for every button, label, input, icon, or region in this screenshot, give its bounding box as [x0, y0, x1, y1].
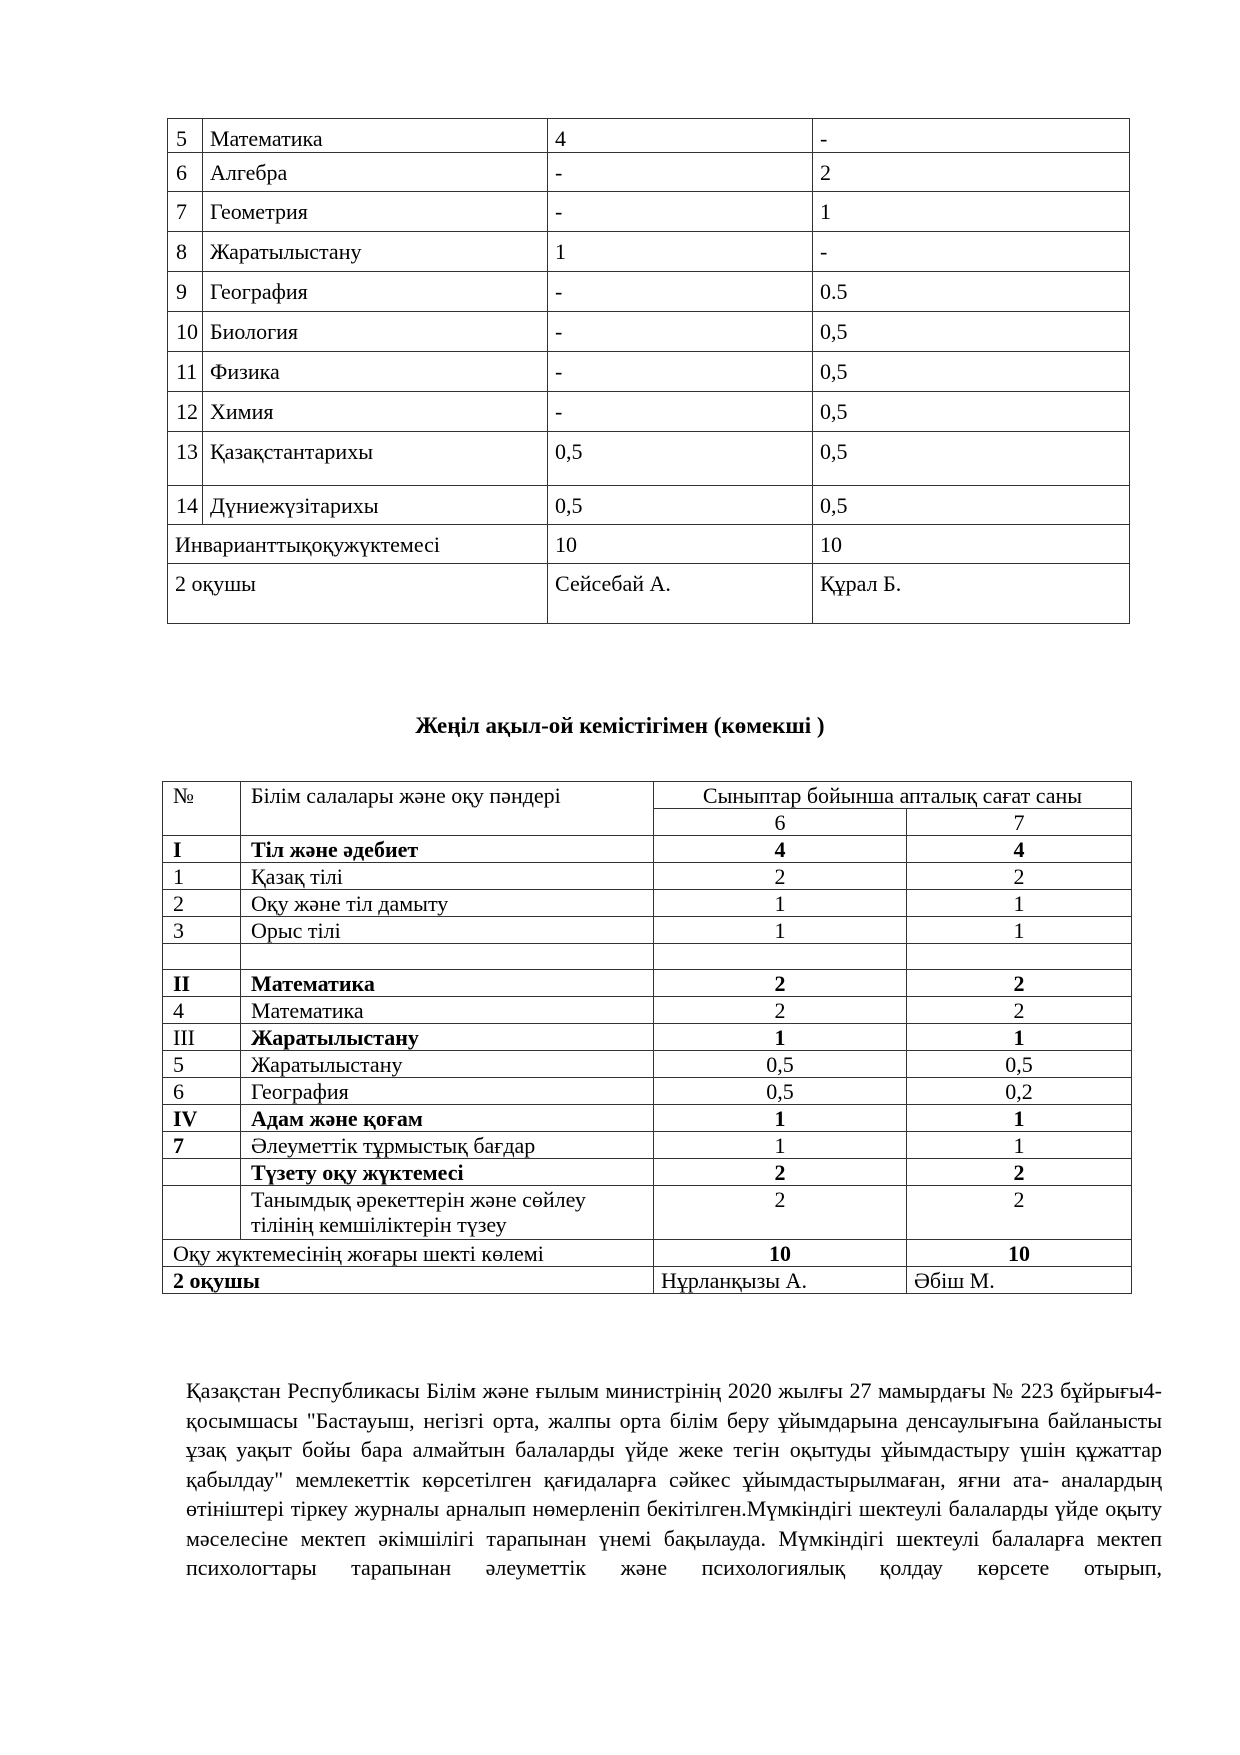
table2-row — [163, 970, 1132, 997]
grade-7-hours: 0,2 — [907, 1078, 1132, 1105]
grade-6-hours: 2 — [654, 1186, 907, 1240]
subject-name: Геометрия — [203, 192, 548, 232]
table1-row — [168, 352, 1130, 392]
grade-7-hours — [907, 944, 1132, 970]
row-number: 4 — [163, 997, 241, 1024]
grade-6-hours: 4 — [654, 836, 907, 863]
subject-name: Алгебра — [203, 153, 548, 192]
grade-7-hours: 0.5 — [813, 272, 1130, 312]
row-number: 7 — [163, 1132, 241, 1159]
table2-row — [163, 836, 1132, 863]
body-paragraph: Қазақстан Республикасы Білім және ғылым министрінің 2020 жылғы 27 мамырдағы № 223 бұйрығы4-қосымшасы "Бастауыш, негізгі орта, жалпы орта білім беру ұйымдарына денсаулығына байланысты ұзақ уақыт бойы бара алмайтын балаларды үйде жеке тегін оқытуды ұйымдастыру үшін құжаттар қабылдау" мемлекеттік көрсетілген қағидаларға сәйкес ұйымдастырылмаған, яғни ата- аналардың өтініштері тіркеу журналы арналып нөмерленіп бекітілген.Мүмкіндігі шектеулі балаларды үйде оқыту мәселесіне мектеп әкімшілігі тарапынан үнемі бақылауда. Мүмкіндігі шектеулі балаларға мектеп психологтары тарапынан әлеуметтік және психологиялық қолдау көрсете отырып, — [186, 1378, 1162, 1580]
grade-7-hours: 2 — [907, 1159, 1132, 1186]
row-number: 6 — [168, 153, 203, 192]
grade-7-hours: 1 — [907, 1024, 1132, 1051]
row-number: III — [163, 1024, 241, 1051]
row-number: 5 — [168, 119, 203, 153]
student-grade-7: Құрал Б. — [813, 564, 1130, 624]
subject-name: Биология — [203, 312, 548, 352]
subject-name: Танымдық әрекеттерін және сөйлеу тілінің кемшіліктерін түзеу — [241, 1186, 654, 1240]
grade-6-hours: 1 — [548, 232, 813, 272]
grade-6-hours: - — [548, 192, 813, 232]
table1-row — [168, 192, 1130, 232]
row-number: 13 — [168, 432, 203, 486]
grade-7-hours: 2 — [907, 863, 1132, 890]
subject-name: Әлеуметтік тұрмыстық бағдар — [241, 1132, 654, 1159]
maxload-grade-6: 10 — [654, 1240, 907, 1267]
row-number: IV — [163, 1105, 241, 1132]
subject-name: Математика — [203, 119, 548, 153]
row-number: 3 — [163, 917, 241, 944]
table1-row — [168, 119, 1130, 153]
table2-row — [163, 1159, 1132, 1186]
grade-7-hours: 0,5 — [813, 392, 1130, 432]
grade-6-hours: - — [548, 272, 813, 312]
row-number — [163, 1159, 241, 1186]
student-grade-7: Әбіш М. — [907, 1267, 1132, 1294]
grade-6-hours: - — [548, 352, 813, 392]
subject-name: Жаратылыстану — [203, 232, 548, 272]
row-number: 5 — [163, 1051, 241, 1078]
table2-row — [163, 1132, 1132, 1159]
header-num: № — [163, 782, 241, 836]
row-number: 2 — [163, 890, 241, 917]
row-number: 14 — [168, 486, 203, 525]
table2-row — [163, 1186, 1132, 1240]
row-number: I — [163, 836, 241, 863]
grade-6-hours: - — [548, 153, 813, 192]
subject-name: Адам және қоғам — [241, 1105, 654, 1132]
table2-row — [163, 890, 1132, 917]
table1-invariant-row — [168, 525, 1130, 564]
header-subjects: Білім салалары және оқу пәндері — [241, 782, 654, 836]
invariant-grade-7: 10 — [813, 525, 1130, 564]
subject-name: Физика — [203, 352, 548, 392]
grade-7-hours: 0,5 — [813, 352, 1130, 392]
students-label: 2 оқушы — [168, 564, 548, 624]
grade-7-hours: 1 — [907, 1132, 1132, 1159]
table1-students-row — [168, 564, 1130, 624]
grade-6-hours: 2 — [654, 1159, 907, 1186]
row-number — [163, 1186, 241, 1240]
row-number: 1 — [163, 863, 241, 890]
grade-6-hours: 4 — [548, 119, 813, 153]
grade-6-hours: 0,5 — [548, 486, 813, 525]
subject-name: Жаратылыстану — [241, 1024, 654, 1051]
header-grade-7: 7 — [907, 809, 1132, 836]
subject-name: Қазақстантарихы — [203, 432, 548, 486]
row-number: 7 — [168, 192, 203, 232]
grade-7-hours: 2 — [813, 153, 1130, 192]
row-number: 11 — [168, 352, 203, 392]
table2-row — [163, 917, 1132, 944]
grade-7-hours: 0,5 — [813, 486, 1130, 525]
grade-6-hours: 1 — [654, 890, 907, 917]
grade-6-hours: 1 — [654, 1024, 907, 1051]
table2-row — [163, 944, 1132, 970]
hours-table-2 — [162, 781, 1132, 1294]
table1-row — [168, 272, 1130, 312]
maxload-label: Оқу жүктемесінің жоғары шекті көлемі — [163, 1240, 654, 1267]
subject-name: Дүниежүзітарихы — [203, 486, 548, 525]
students-label: 2 оқушы — [163, 1267, 654, 1294]
grade-7-hours: 4 — [907, 836, 1132, 863]
header-hours: Сыныптар бойынша апталық сағат саны — [654, 782, 1132, 809]
subject-name — [241, 944, 654, 970]
student-grade-6: Нұрланқызы А. — [654, 1267, 907, 1294]
table2-row — [163, 1024, 1132, 1051]
table1-row — [168, 486, 1130, 525]
subject-name: Жаратылыстану — [241, 1051, 654, 1078]
grade-6-hours: 2 — [654, 970, 907, 997]
subject-name: Орыс тілі — [241, 917, 654, 944]
grade-6-hours: 1 — [654, 1132, 907, 1159]
grade-7-hours: 1 — [907, 1105, 1132, 1132]
grade-7-hours: - — [813, 119, 1130, 153]
grade-7-hours: 2 — [907, 970, 1132, 997]
row-number: 8 — [168, 232, 203, 272]
row-number: II — [163, 970, 241, 997]
grade-6-hours: 0,5 — [654, 1051, 907, 1078]
grade-7-hours: 0,5 — [813, 432, 1130, 486]
subject-name: География — [203, 272, 548, 312]
grade-7-hours: 0,5 — [813, 312, 1130, 352]
subject-name: Қазақ тілі — [241, 863, 654, 890]
subject-name: География — [241, 1078, 654, 1105]
maxload-grade-7: 10 — [907, 1240, 1132, 1267]
grade-7-hours: 1 — [907, 917, 1132, 944]
row-number — [163, 944, 241, 970]
table1-row — [168, 392, 1130, 432]
invariant-label: Инварианттықоқужүктемесі — [168, 525, 548, 564]
table1-row — [168, 432, 1130, 486]
grade-6-hours: 1 — [654, 917, 907, 944]
grade-6-hours: - — [548, 392, 813, 432]
table1-row — [168, 312, 1130, 352]
hours-table-1 — [167, 118, 1130, 624]
table1-row — [168, 153, 1130, 192]
table2-maxload-row — [163, 1240, 1132, 1267]
table1-row — [168, 232, 1130, 272]
table2-students-row — [163, 1267, 1132, 1294]
header-grade-6: 6 — [654, 809, 907, 836]
subject-name: Түзету оқу жүктемесі — [241, 1159, 654, 1186]
grade-7-hours: 1 — [907, 890, 1132, 917]
student-grade-6: Сейсебай А. — [548, 564, 813, 624]
section-subtitle: Жеңіл ақыл-ой кемістігімен (көмекші ) — [415, 713, 825, 738]
table2-row — [163, 1105, 1132, 1132]
grade-6-hours: 2 — [654, 997, 907, 1024]
grade-7-hours: 1 — [813, 192, 1130, 232]
table2-row — [163, 863, 1132, 890]
subject-name: Химия — [203, 392, 548, 432]
grade-7-hours: - — [813, 232, 1130, 272]
row-number: 12 — [168, 392, 203, 432]
grade-7-hours: 2 — [907, 1186, 1132, 1240]
subject-name: Оқу және тіл дамыту — [241, 890, 654, 917]
grade-7-hours: 0,5 — [907, 1051, 1132, 1078]
row-number: 9 — [168, 272, 203, 312]
subject-name: Математика — [241, 997, 654, 1024]
subject-name: Математика — [241, 970, 654, 997]
invariant-grade-6: 10 — [548, 525, 813, 564]
subject-name: Тіл және әдебиет — [241, 836, 654, 863]
grade-6-hours: 1 — [654, 1105, 907, 1132]
grade-6-hours: 2 — [654, 863, 907, 890]
table2-row — [163, 997, 1132, 1024]
table2-header-row — [163, 782, 1132, 809]
grade-6-hours: 0,5 — [654, 1078, 907, 1105]
grade-6-hours: - — [548, 312, 813, 352]
row-number: 6 — [163, 1078, 241, 1105]
grade-6-hours — [654, 944, 907, 970]
grade-7-hours: 2 — [907, 997, 1132, 1024]
table2-row — [163, 1051, 1132, 1078]
table2-row — [163, 1078, 1132, 1105]
row-number: 10 — [168, 312, 203, 352]
grade-6-hours: 0,5 — [548, 432, 813, 486]
